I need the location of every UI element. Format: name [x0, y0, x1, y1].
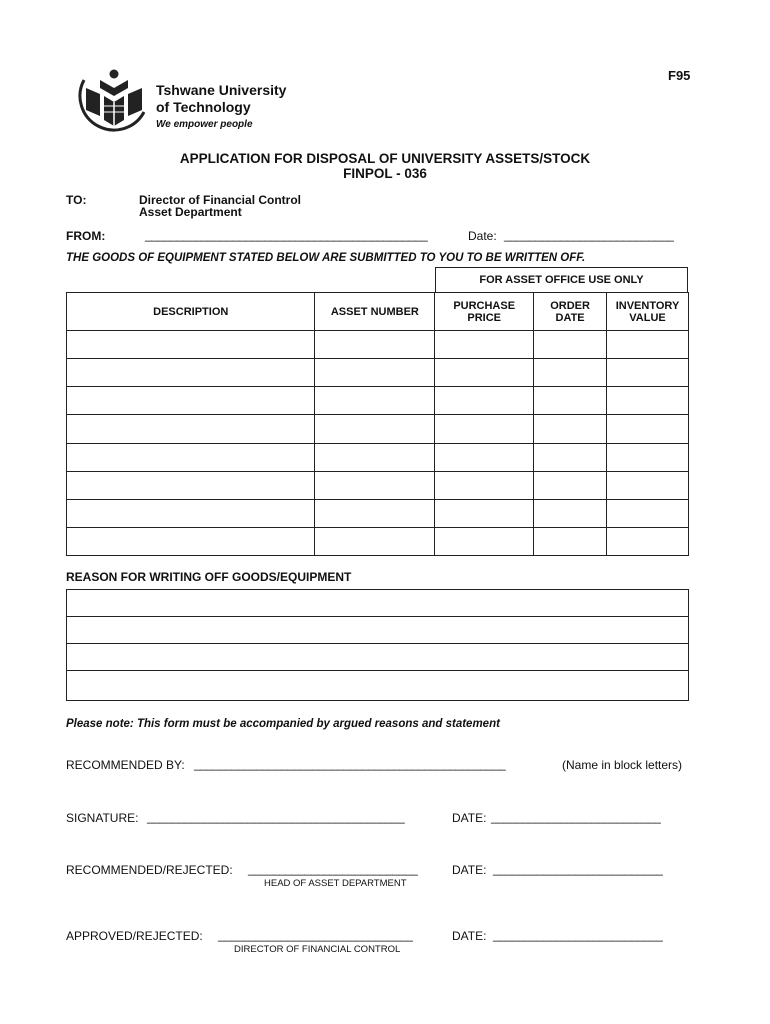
table-row[interactable] [67, 415, 689, 443]
signature-field[interactable]: _________________________________________ [147, 810, 405, 824]
recommended-by-field[interactable]: __________________________________________________ [194, 757, 506, 771]
to-recipient-line2: Asset Department [139, 205, 242, 219]
table-row[interactable] [67, 331, 689, 359]
from-date-label: Date: [468, 229, 497, 243]
university-logo [70, 66, 154, 136]
block-letters-note: (Name in block letters) [562, 758, 683, 772]
reason-box[interactable] [66, 589, 689, 701]
reason-line-divider [67, 616, 688, 617]
table-row[interactable] [67, 387, 689, 415]
university-name-line1: Tshwane University [156, 82, 287, 98]
form-code: F95 [668, 68, 691, 83]
approved-date-label: DATE: [452, 929, 487, 943]
col-purchase-price: PURCHASE PRICE [435, 293, 534, 331]
asset-table-header [67, 293, 689, 331]
university-tagline: We empower people [156, 119, 253, 130]
university-name-line2: of Technology [156, 99, 251, 115]
recommended-date-field[interactable]: ___________________________ [493, 862, 663, 876]
to-label: TO: [66, 193, 87, 207]
from-label: FROM: [66, 229, 106, 243]
table-row[interactable] [67, 499, 689, 527]
col-inventory-value: INVENTORY VALUE [607, 293, 689, 331]
table-row[interactable] [67, 471, 689, 499]
col-asset-number: ASSET NUMBER [315, 293, 435, 331]
recommended-by-label: RECOMMENDED BY: [66, 758, 185, 772]
from-date-field[interactable]: ___________________________ [504, 228, 674, 242]
recommended-date-label: DATE: [452, 863, 487, 877]
reason-line-divider [67, 670, 688, 671]
asset-table [66, 292, 689, 556]
head-of-asset-department-caption: HEAD OF ASSET DEPARTMENT [264, 878, 407, 889]
form-title: APPLICATION FOR DISPOSAL OF UNIVERSITY ASSETS/STOCK [179, 151, 591, 166]
table-row[interactable] [67, 359, 689, 387]
director-caption: DIRECTOR OF FINANCIAL CONTROL [234, 944, 401, 955]
col-description: DESCRIPTION [67, 293, 315, 331]
signature-date-field[interactable]: ___________________________ [491, 810, 661, 824]
col-order-date: ORDER DATE [534, 293, 607, 331]
table-row[interactable] [67, 527, 689, 555]
form-subtitle: FINPOL - 036 [343, 166, 427, 181]
reason-line-divider [67, 643, 688, 644]
table-row[interactable] [67, 443, 689, 471]
approved-rejected-field[interactable]: _______________________________ [218, 928, 413, 942]
please-note: Please note: This form must be accompanied by argued reasons and statement [66, 718, 500, 730]
signature-date-label: DATE: [452, 811, 487, 825]
asset-office-use-header: FOR ASSET OFFICE USE ONLY [435, 267, 688, 292]
recommended-rejected-label: RECOMMENDED/REJECTED: [66, 863, 233, 877]
from-field[interactable]: _____________________________________________ [145, 228, 428, 242]
signature-label: SIGNATURE: [66, 811, 139, 825]
submission-statement: THE GOODS OF EQUIPMENT STATED BELOW ARE SUBMITTED TO YOU TO BE WRITTEN OFF. [66, 252, 586, 264]
reason-label: REASON FOR WRITING OFF GOODS/EQUIPMENT [66, 570, 352, 584]
to-recipient-line1: Director of Financial Control [139, 193, 302, 207]
approved-date-field[interactable]: ___________________________ [493, 928, 663, 942]
recommended-rejected-field[interactable]: ___________________________ [248, 862, 418, 876]
approved-rejected-label: APPROVED/REJECTED: [66, 929, 203, 943]
